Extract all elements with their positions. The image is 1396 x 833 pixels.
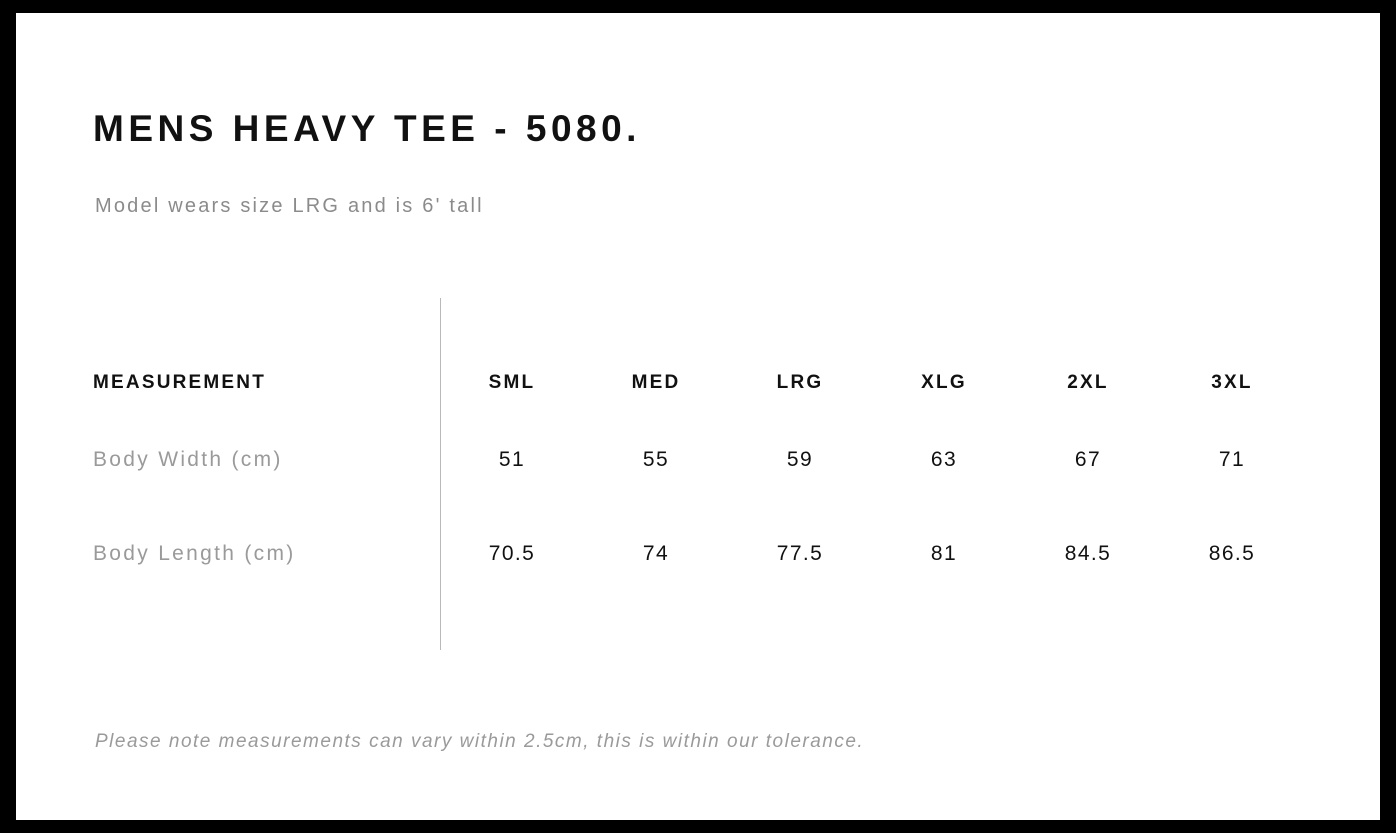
table-header — [93, 353, 1304, 413]
table-row — [93, 413, 1304, 507]
cell-body-length-3xl: 86.5 — [1208, 542, 1256, 565]
cell-body-length-med: 74 — [642, 542, 670, 565]
column-header-med: MED — [631, 372, 681, 393]
column-header-xlg: XLG — [921, 372, 967, 393]
size-chart-page — [16, 13, 1380, 820]
table-row — [93, 507, 1304, 601]
cell-body-width-lrg: 59 — [786, 448, 814, 471]
row-label-body-width: Body Width (cm) — [93, 448, 283, 471]
table-body — [93, 413, 1304, 601]
row-label-body-length: Body Length (cm) — [93, 542, 296, 565]
cell-body-width-xlg: 63 — [930, 448, 958, 471]
cell-body-length-lrg: 77.5 — [776, 542, 824, 565]
page-title: MENS HEAVY TEE - 5080. — [93, 108, 641, 149]
cell-body-width-med: 55 — [642, 448, 670, 471]
cell-body-width-sml: 51 — [498, 448, 526, 471]
size-chart-table — [93, 353, 1304, 601]
column-header-2xl: 2XL — [1067, 372, 1109, 393]
column-header-3xl: 3XL — [1211, 372, 1253, 393]
table-header-row — [93, 353, 1304, 413]
column-header-lrg: LRG — [776, 372, 824, 393]
cell-body-width-2xl: 67 — [1074, 448, 1102, 471]
cell-body-length-2xl: 84.5 — [1064, 542, 1112, 565]
tolerance-note: Please note measurements can vary within 2.5cm, this is within our tolerance. — [95, 731, 865, 752]
cell-body-width-3xl: 71 — [1218, 448, 1246, 471]
cell-body-length-xlg: 81 — [930, 542, 958, 565]
column-header-measurement: MEASUREMENT — [93, 372, 267, 393]
cell-body-length-sml: 70.5 — [488, 542, 536, 565]
column-header-sml: SML — [488, 372, 536, 393]
content-area — [93, 13, 1323, 820]
page-subtitle: Model wears size LRG and is 6' tall — [95, 195, 484, 217]
